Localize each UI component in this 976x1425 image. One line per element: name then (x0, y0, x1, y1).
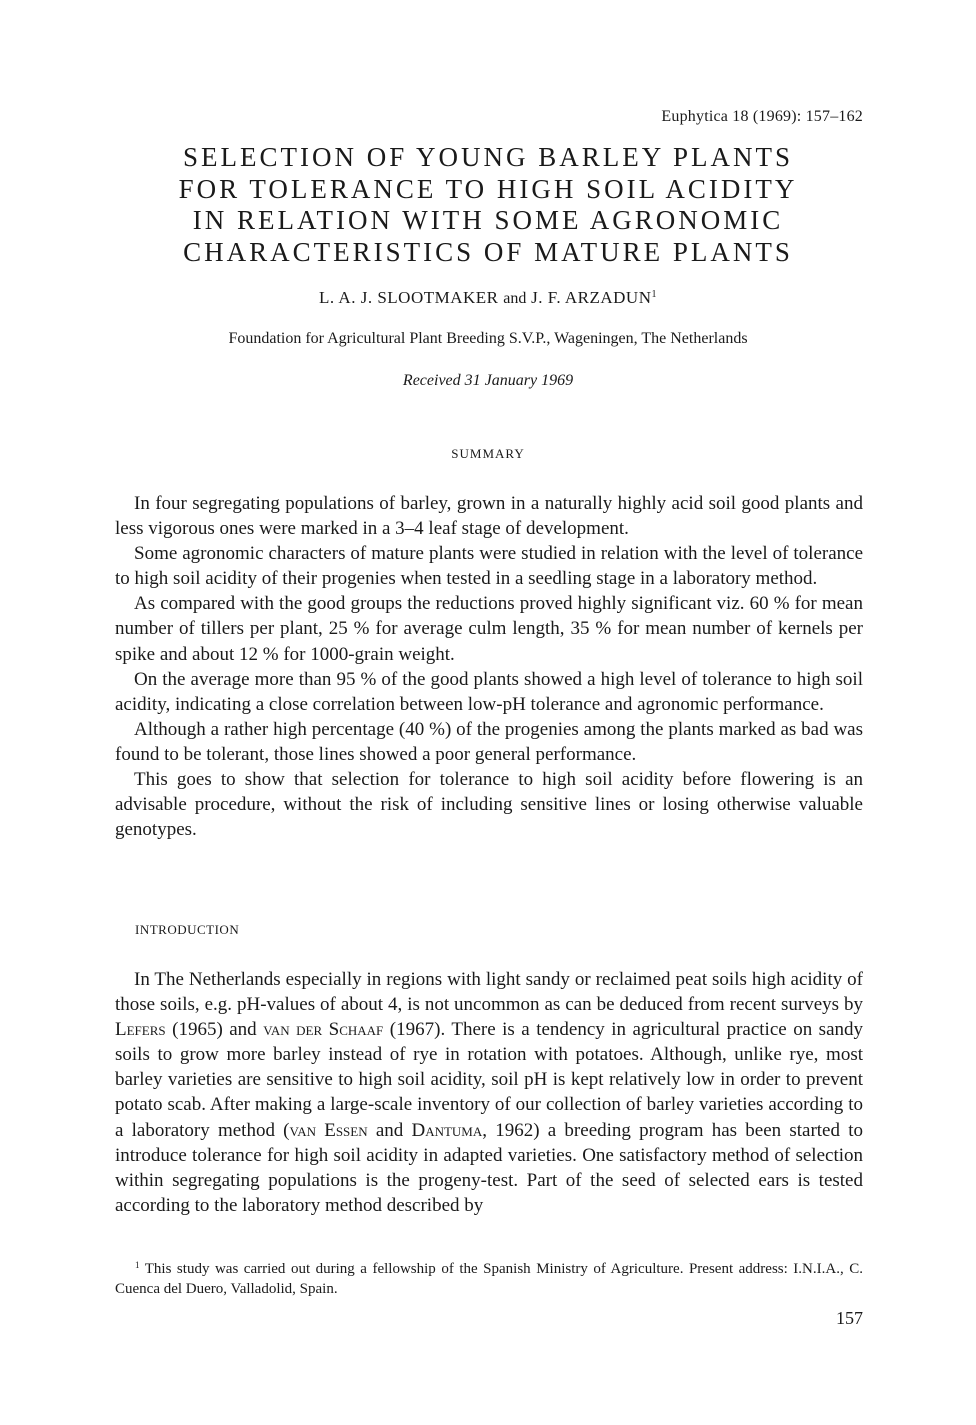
footnote-marker: 1 (651, 289, 657, 300)
text-segment: and (367, 1119, 412, 1141)
summary-body (115, 491, 863, 842)
article-title (0, 142, 976, 268)
footnote-text: This study was carried out during a fellowship of the Spanish Ministry of Agriculture. Present address: I.N.I.A., C. Cuenca del Duero, Valladolid, Spain. (115, 1261, 863, 1297)
footnote-marker: 1 (135, 1260, 140, 1270)
text-segment: In The Netherlands especially in regions with light sandy or reclaimed peat soils high acidity of those soils, e.g. pH-values of about 4, is not uncommon as can be deduced from recent surveys by (115, 969, 863, 1016)
affiliation: Foundation for Agricultural Plant Breeding S.V.P., Wageningen, The Netherlands (228, 330, 748, 347)
introduction-paragraph (115, 967, 863, 1218)
title-line: IN RELATION WITH SOME AGRONOMIC (192, 205, 784, 235)
author-conjunction: and (503, 290, 527, 307)
summary-paragraph: Although a rather high percentage (40 %) of the progenies among the plants marked as bad was found to be tolerant, those lines showed a poor general performance. (115, 718, 863, 765)
author-line (0, 288, 976, 308)
received-date: Received 31 January 1969 (402, 372, 574, 389)
text-segment: (1965) and (165, 1019, 264, 1041)
text-segment: (1967). There is a tendency in agricultural practice on sandy soils to grow more barley instead of rye in rotation with potatoes. Although, unlike rye, most barley varieties are sensitive to high soil acidity, soil pH is kept relatively low in order to prevent potato scab. After making a large-scale inventory of our collection of barley varieties according to a laboratory method ( (115, 1019, 864, 1141)
section-heading-summary: SUMMARY (451, 446, 525, 461)
summary-paragraph: Some agronomic characters of mature plants were studied in relation with the level of tolerance to high soil acidity of their progenies when tested in a seedling stage in a laboratory method. (115, 543, 863, 590)
summary-paragraph: On the average more than 95 % of the good plants showed a high level of tolerance to high soil acidity, indicating a close correlation between low-pH tolerance and agronomic performance. (115, 668, 863, 715)
citation-author: Lefers (115, 1019, 166, 1041)
title-line: CHARACTERISTICS OF MATURE PLANTS (183, 236, 793, 267)
journal-citation: Euphytica 18 (1969): 157–162 (661, 108, 863, 125)
text-segment: , 1962) a breeding program has been started to introduce tolerance for high soil acidity in adapted varieties. One satisfactory method of selection within segregating populations is the progeny-test. Part of the seed of selected ears is tested according to the laboratory method described by (115, 1119, 863, 1216)
section-heading-introduction: INTRODUCTION (135, 922, 240, 937)
summary-paragraph: In four segregating populations of barley, grown in a naturally highly acid soil good plants and less vigorous ones were marked in a 3–4 leaf stage of development. (115, 493, 863, 540)
summary-paragraph: As compared with the good groups the reductions proved highly significant viz. 60 % for mean number of tillers per plant, 25 % for average culm length, 35 % for mean number of kernels per spike and about 12 % for 1000-grain weight. (115, 593, 863, 665)
page-number: 157 (836, 1308, 863, 1328)
citation-author: Dantuma (411, 1119, 483, 1141)
introduction-body (115, 967, 863, 1218)
title-line: SELECTION OF YOUNG BARLEY PLANTS (182, 142, 793, 172)
title-line: FOR TOLERANCE TO HIGH SOIL ACIDITY (178, 173, 798, 204)
summary-paragraph: This goes to show that selection for tolerance to high soil acidity before flowering is an advisable procedure, without the risk of including sensitive lines or losing otherwise valuable genotypes. (115, 769, 863, 841)
citation-author: van der Schaaf (263, 1019, 384, 1041)
citation-author: van Essen (289, 1119, 368, 1141)
author-name: L. A. J. SLOOTMAKER (318, 288, 499, 307)
footnote (115, 1255, 863, 1299)
author-name: J. F. ARZADUN (531, 288, 652, 307)
